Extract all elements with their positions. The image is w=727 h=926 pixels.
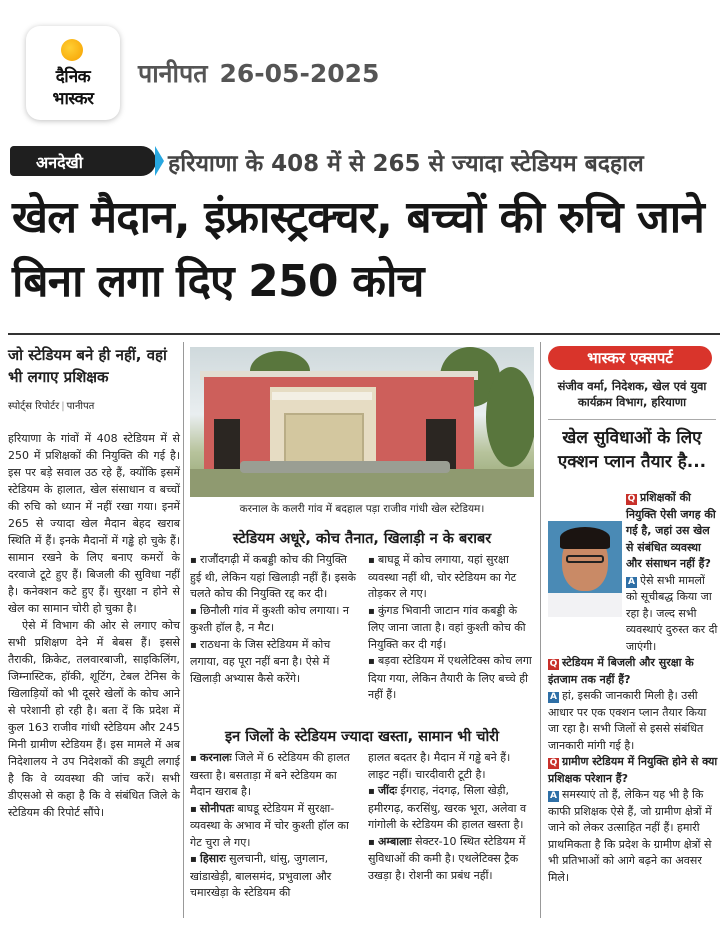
district-item	[190, 851, 356, 902]
question-3-text: ग्रामीण स्टेडियम में नियुक्ति होने से क्या प्रशिक्षक परेशान हैं?	[548, 755, 718, 785]
column-divider-left	[183, 342, 184, 918]
left-paragraph-1: हरियाणा के गांवों में 408 स्टेडियम में से 250 में प्रशिक्षकों की नियुक्ति की गई है। इस पर बड़े सवाल उठ रहे हैं, क्योंकि इसमें स्टेडियम के हालात, खेल संसाधान व बच्चों की रुचि को ध्यान में नहीं रखा गया। इनमें 265 से ज्यादा खेल मैदान बेहद खराब स्थिति में हैं। इनके मैदानों में गड्ढे हो चुके हैं। सामान रखने के लिए बनाए कमरों के दरवाजे टूटे हुए हैं। बिजली की सुविधा नहीं है। कनेक्शन कटे हुए हैं। सुरक्षा न होने से खेल का सामान चोरी हो चुका है।	[8, 432, 180, 615]
district-item	[368, 834, 534, 885]
section1-body	[190, 552, 534, 704]
question-1-text: प्रशिक्षकों की नियुक्ति ऐसी जगह की गई है, जहां उस खेल से संबंधित व्यवस्था और संसाधन नहीं हैं?	[626, 491, 716, 570]
question-mark-icon: Q	[549, 659, 558, 669]
building-signboard	[272, 392, 372, 400]
byline	[8, 398, 180, 412]
answer-mark-icon: A	[548, 791, 559, 802]
kicker-row	[10, 144, 720, 178]
edition-city: पानीपत	[138, 59, 208, 88]
district-name: अम्बालाः	[377, 834, 412, 848]
stadium-photo	[190, 347, 534, 497]
byline-separator: |	[61, 401, 65, 412]
question-mark-icon: Q	[627, 494, 636, 504]
dainik-bhaskar-logo	[26, 26, 120, 120]
masthead	[0, 0, 727, 140]
district-name: हिसारः	[199, 852, 226, 865]
question-2-text: स्टेडियम में बिजली और सुरक्षा के इंतजाम तक नहीं हैं?	[548, 656, 694, 686]
answer-mark-icon: A	[626, 577, 637, 588]
edition-info	[138, 56, 379, 90]
expert-qa	[548, 490, 718, 886]
section1-item: ▪ बाघडू में कोच लगाया, यहां सुरक्षा व्यवस्था नहीं थी, चोर स्टेडियम का गेट तोड़कर ले गए।	[368, 552, 534, 603]
district-name: जींदः	[377, 784, 398, 797]
section2-body	[190, 750, 534, 902]
answer-1-text: ऐसे सभी मामलों को सूचीबद्ध किया जा रहा है। जल्द सभी व्यवस्थाएं दुरुस्त कर दी जाएंगी।	[626, 573, 718, 653]
expert-headline: खेल सुविधाओं के लिए एक्शन प्लान तैयार है...	[557, 428, 707, 472]
question-2	[548, 655, 718, 688]
ground	[190, 469, 534, 497]
section1-item: ▪ राजौंदगढ़ी में कबड्डी कोच की नियुक्ति हुई थी, लेकिन यहां खिलाड़ी नहीं हैं। इसके चलते कोच की नियुक्ति रद्द कर दी।	[190, 552, 356, 603]
section1-item: ▪ छिनौली गांव में कुश्ती कोच लगाया। न कुश्ती हॉल है, न मैट।	[190, 603, 356, 637]
rubble	[240, 461, 450, 473]
left-story-body	[8, 430, 180, 821]
building-door	[214, 419, 240, 469]
district-name: करनालः	[199, 751, 232, 764]
section1-heading: स्टेडियम अधूरे, कोच तैनात, खिलाड़ी न के बराबर	[232, 531, 492, 547]
left-paragraph-2: ऐसे में विभाग की ओर से लगाए कोच सभी प्रशिक्षण देने में बेबस हैं। इससे तैराकी, क्रिकेट, तलवारबाजी, साइकिलिंग, जिम्नास्टिक, हॉकी, शूटिंग, टेबल टेनिस के खिलाड़ियों को भी दूसरे खेलों के कोच आने से परेशानी हो रही है। बता दें कि प्रदेश में कुल 163 राजीव गांधी स्टेडियम और 245 मिनी ग्रामीण स्टेडियम हैं। इस मामले में अब निदेशालय ने उप निदेशकों की ड्यूटी लगाई है कि वे व्यवस्था की जांच करें। सभी डीएसओ से कहा है कि वे संबंधित जिले के स्टेडियम की रिपोर्ट सौंपे।	[8, 619, 180, 819]
kicker-tag: अनदेखी	[10, 146, 156, 176]
answer-3	[548, 787, 718, 886]
sun-icon	[61, 39, 83, 61]
answer-2	[548, 688, 718, 754]
section1-item: ▪ बड़वा स्टेडियम में एथलेटिक्स कोच लगा दिया गया, लेकिन तैयारी के लिए बच्चे ही नहीं हैं।	[368, 653, 534, 704]
column-divider-right	[540, 342, 541, 918]
byline-city: पानीपत	[66, 401, 95, 412]
district-item	[190, 750, 356, 801]
left-story-headline: जो स्टेडियम बने ही नहीं, वहां भी लगाए प्रशिक्षक	[8, 346, 167, 386]
district-item	[190, 801, 356, 852]
district-name: सोनीपतः	[199, 801, 234, 815]
answer-mark-icon: A	[548, 692, 559, 703]
question-mark-icon: Q	[549, 758, 558, 768]
answer-3-text: समस्याएं तो हैं, लेकिन यह भी है कि काफी प्रशिक्षक ऐसे हैं, जो ग्रामीण क्षेत्रों में जाने को लेकर उत्साहित नहीं हैं। हमारी प्राथमिकता है कि प्रदेश के ग्रामीण क्षेत्रों से भी प्रतिभाओं को आगे बढ़ने का अवसर मिले।	[548, 788, 712, 884]
photo-caption: करनाल के कलरी गांव में बदहाल पड़ा राजीव गांधी खेल स्टेडियम।	[239, 503, 485, 515]
section1-item: ▪ कुंगड भिवानी जाटान गांव कबड्डी के लिए जाना जाता है। वहां कुश्ती कोच की नियुक्ति कर दी गई।	[368, 603, 534, 654]
section1-column-right	[368, 552, 534, 704]
district-text: सुलचानी, धांसु, जुगलान, खांडाखेड़ी, बालसमंद, प्रभुवाला और चमारखेड़ा के स्टेडियम की	[190, 852, 332, 899]
byline-reporter: स्पोर्ट्स रिपोर्टर	[8, 401, 60, 412]
district-text: बाघडू स्टेडियम में सुरक्षा-व्यवस्था के अभाव में चोर कुश्ती हॉल का गेट चुरा ले गए।	[190, 801, 349, 849]
expert-tag: भास्कर एक्सपर्ट	[548, 346, 712, 370]
left-column-story	[8, 340, 180, 926]
district-text: ईगराह, नंदगढ़, सिला खेड़ी, हमीरगढ़, करसिंधु, खरक भूरा, अलेवा व गांगोली के स्टेडियम की हालत खस्ता है।	[368, 784, 527, 831]
expert-divider	[548, 419, 716, 420]
district-text: जिले में 6 स्टेडियम की हालत खस्ता है। बसताड़ा में बने स्टेडियम का मैदान खराब है।	[190, 751, 350, 798]
district-continuation: हालत बदतर है। मैदान में गड्ढे बने हैं। लाइट नहीं। चारदीवारी टूटी है।	[368, 751, 511, 781]
section1-item: ▪ राठधना के जिस स्टेडियम में कोच लगाया, वह पूरा नहीं बना है। ऐसे में खिलाड़ी अभ्यास कैसे करेंगे।	[190, 637, 356, 688]
section2-column-left	[190, 750, 356, 902]
district-text: सेक्टर-10 स्थित स्टेडियम में सुविधाओं की कमी है। एथलेटिक्स ट्रैक उखड़ा है। रोशनी का प्रबंध नहीं।	[368, 834, 526, 882]
district-item	[368, 783, 534, 834]
headline-divider	[8, 333, 720, 335]
logo-text-line1: दैनिक	[55, 67, 91, 87]
section2-column-right	[368, 750, 534, 902]
portrait-spacer	[548, 520, 626, 650]
expert-name: संजीव वर्मा, निदेशक, खेल एवं युवा कार्यक्रम विभाग, हरियाणा	[557, 379, 707, 409]
kicker-text: हरियाणा के 408 में से 265 से ज्यादा स्टेडियम बदहाल	[168, 151, 644, 177]
tree-shape	[486, 367, 534, 467]
section2-heading: इन जिलों के स्टेडियम ज्यादा खस्ता, सामान भी चोरी	[225, 729, 499, 745]
answer-2-text: हां, इसकी जानकारी मिली है। उसी आधार पर एक एक्शन प्लान तैयार किया जा रहा है। सभी जिलों से इससे संबंधित जानकारी मांगी गई है।	[548, 689, 707, 752]
logo-text-line2: भास्कर	[52, 89, 94, 109]
main-headline: खेल मैदान, इंफ्रास्ट्रक्चर, बच्चों की रुचि जाने बिना लगा दिए 250 कोच	[12, 192, 705, 307]
edition-date: 26-05-2025	[219, 59, 380, 88]
question-3	[548, 754, 718, 787]
section1-column-left	[190, 552, 356, 704]
